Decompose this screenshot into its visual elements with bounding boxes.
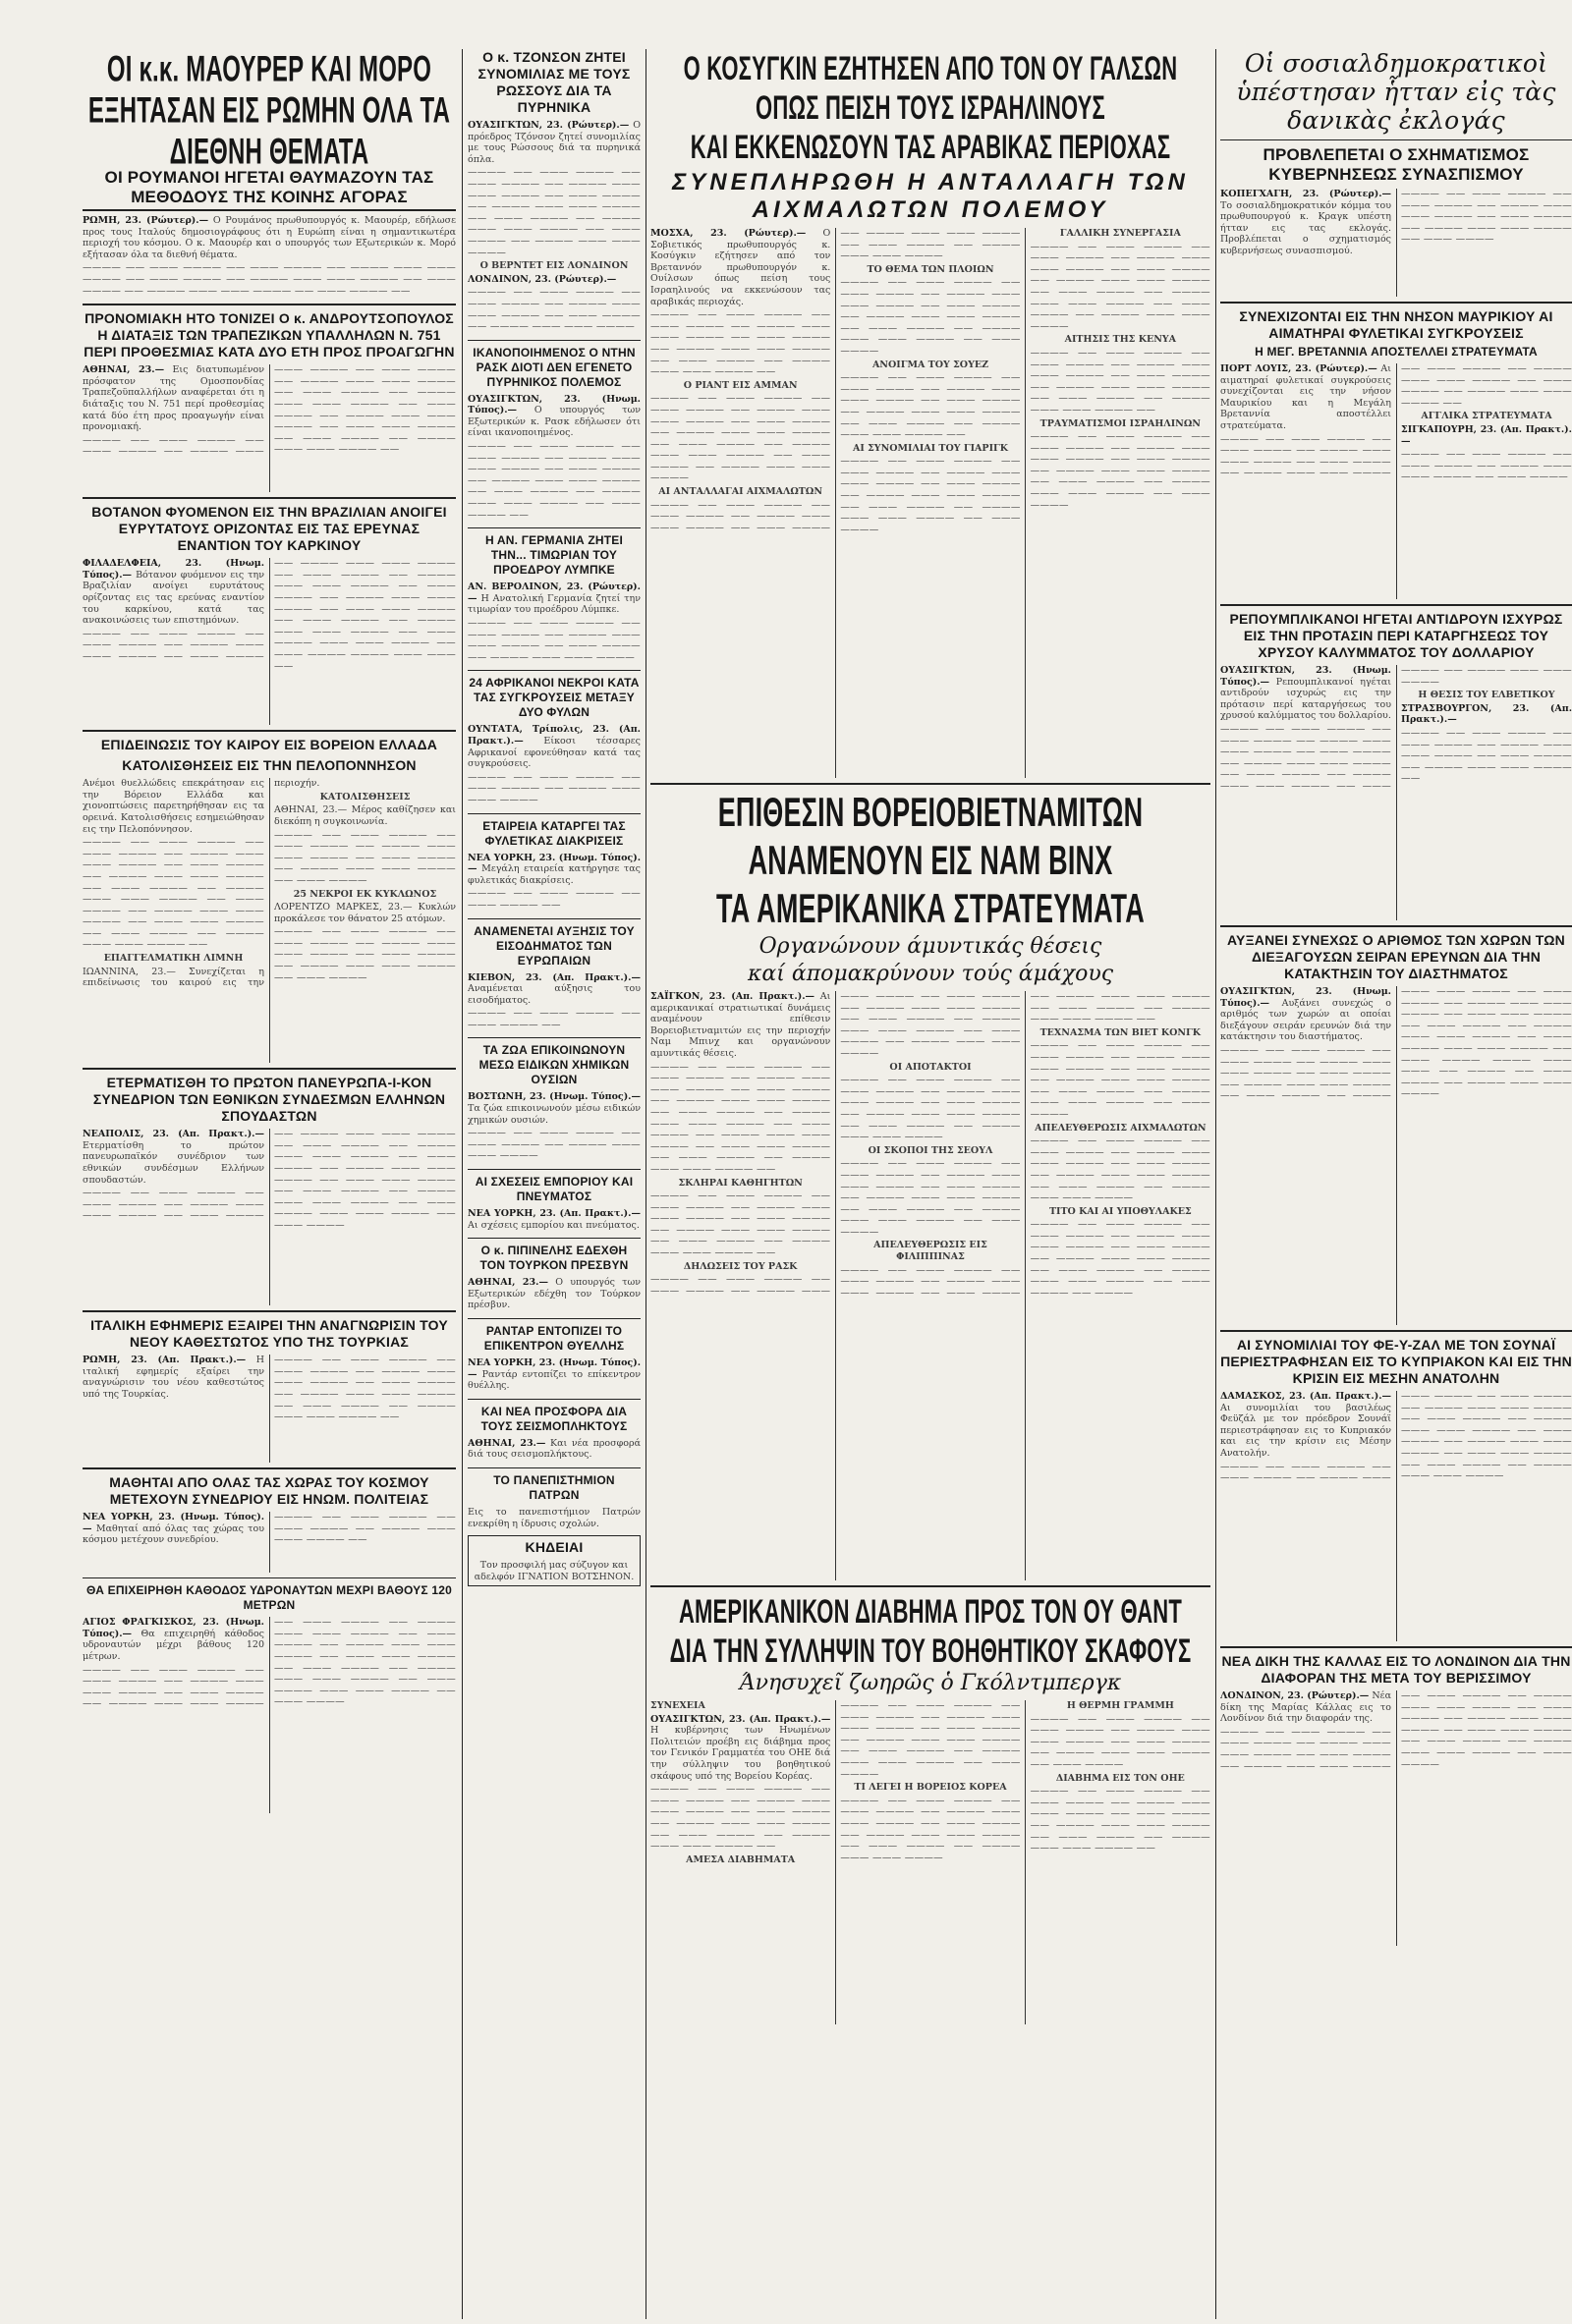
section-label: ΣΚΛΗΡΑΙ ΚΑΘΗΓΗΤΩΝ (678, 1177, 803, 1189)
headline: ΡΕΠΟΥΜΠΛΙΚΑΝΟΙ ΗΓΕΤΑΙ ΑΝΤΙΔΡΟΥΝ ΙΣΧΥΡΩΣ ΕΙΣ ΤΗΝ ΠΡΟΤΑΣΙΝ ΠΕΡΙ ΚΑΤΑΡΓΗΣΕΩΣ ΤΟΥ ΧΡΥΣΟΥ ΚΑΛΥΜΜΑΤΟΣ ΤΟΥ ΔΟΛΛΑΡΙΟΥ (1229, 611, 1563, 660)
article-body (468, 1208, 641, 1231)
article-callas (1220, 1653, 1572, 1946)
article-body: ΝΕΑ ΥΟΡΚΗ, 23. (Ηνωμ. Τύπος).— Μαθηταί από όλας τας χώρας του κόσμου μετέχουν συνεδρίου. ———— —— ——— ———— —— ——— ———— —— ———— ——— ——— ———— —— (83, 1512, 456, 1546)
dateline: ΔΑΜΑΣΚΟΣ, 23. (Απ. Πρακτ.).— (1220, 1391, 1391, 1402)
section-label: ΑΓΓΛΙΚΑ ΣΤΡΑΤΕΥΜΑΤΑ (1421, 411, 1552, 422)
headline-line-3: ΤΑ ΑΜΕΡΙΚΑΝΙΚΑ ΣΤΡΑΤΕΥΜΑΤΑ (716, 886, 1145, 932)
article-italian-newspaper (83, 1317, 456, 1463)
article-text: Το σοσιαλδημοκρατικόν κόμμα του πρωθυπουργού κ. Κραγκ υπέστη ήτταν εις τας εκλογάς. Προβλέπεται ο σχηματισμός κυβερνήσεως συνασπισμού. (1220, 199, 1391, 256)
right-column (1220, 49, 1572, 2319)
headline-line-2: ΑΝΑΜΕΝΟΥΝ ΕΙΣ ΝΑΜ ΒΙΝΧ (748, 838, 1113, 884)
dateline: ΟΥΑΣΙΓΚΤΩΝ, 23. (Ηνωμ. Τύπος).— (1220, 986, 1391, 1009)
article-text: Αι αμερικανικαί στρατιωτικαί δυνάμεις αναμένουν επίθεσιν Βορειοβιετναμιτών εις την περιοχήν Ναμ Μπινχ και οργανώνουν αμυντικάς θέσεις. (650, 991, 831, 1059)
article-body (468, 1357, 641, 1392)
article-body: ΟΥΑΣΙΓΚΤΩΝ, 23. (Ηνωμ. Τύπος).— Αυξάνει συνεχώς ο αριθμός των χωρών αι οποίαι διεξάγουν σειράν ερευνών διά την κατάκτησιν του διαστήματος. ———— —— ——— ———— —— ——— ———— —— ———— ——— ——— ———— —— ——— ———— —— ———— ——— ——— ———— —— ——— ———— —— ———— ——— ——— ———— —— ——— ———— —— ———— ——— ——— ———— —— ——— ——— ———— —— ——— ———— —— ———— ——— ——— ———— —— ——— ———— ——— ——— ———— —— ——— ———— ———— ——— ——— —— ———— —— ——— ———— —— ———— ——— ——— ———— (1220, 986, 1572, 1102)
section-label: ΑΙ ΣΥΝΟΜΙΛΙΑΙ ΤΟΥ ΓΙΑΡΙΓΚ (852, 442, 1009, 454)
section-label: ΑΙΤΗΣΙΣ ΤΗΣ ΚΕΝΥΑ (1064, 334, 1177, 346)
article-text: Θα επιχειρηθή κάθοδος υδροναυτών μέχρι βάθους 120 μέτρων. (83, 1628, 264, 1662)
dateline: ΣΙΓΚΑΠΟΥΡΗ, 23. (Απ. Πρακτ.).— (1401, 423, 1572, 447)
dateline: ΒΟΣΤΩΝΗ, 23. (Ηνωμ. Τύπος).— (468, 1091, 641, 1103)
subheadline-line-1: Οργανώνουν άμυντικάς θέσεις (758, 934, 1102, 959)
article-africans (468, 676, 641, 807)
subheadline: Η ΜΕΓ. ΒΡΕΤΑΝΝΙΑ ΑΠΟΣΤΕΛΛΕΙ ΣΤΡΑΤΕΥΜΑΤΑ (1255, 345, 1538, 359)
headline: ΣΥΝΕΧΙΖΟΝΤΑΙ ΕΙΣ ΤΗΝ ΝΗΣΟΝ ΜΑΥΡΙΚΙΟΥ ΑΙ ΑΙΜΑΤΗΡΑΙ ΦΥΛΕΤΙΚΑΙ ΣΥΓΚΡΟΥΣΕΙΣ (1239, 308, 1553, 341)
article-johnson-russians (468, 49, 641, 335)
section-label: ΟΙ ΑΠΟΤΑΚΤΟΙ (889, 1061, 972, 1073)
article-text: Είκοσι τέσσαρες Αφρικανοί εφονεύθησαν κατά τας συγκρούσεις. (468, 735, 641, 770)
article-text: Αι αιματηραί φυλετικαί συγκρούσεις συνεχίζονται εις την νήσον Μαυρικίου και η Μεγάλη Βρεταννία αποστέλλει στρατεύματα. (1220, 363, 1391, 431)
headline-line-1: ΑΜΕΡΙΚΑΝΙΚΟΝ ΔΙΑΒΗΜΑ ΠΡΟΣ ΤΟΝ ΟΥ ΘΑΝΤ (678, 1592, 1183, 1631)
article-body: ΝΕΑΠΟΛΙΣ, 23. (Απ. Πρακτ.).— Ετερματίσθη το πρώτον πανευρωπαϊκόν συνέδριον των εθνικών συνδέσμων Ελλήνων σπουδαστών. ———— —— ——— ———— —— ——— ———— —— ———— ——— ——— ———— —— ——— ———— —— ———— ——— ——— ———— —— ——— ———— —— ———— ——— ——— ———— —— ——— ———— —— ———— ——— ——— ———— —— ——— ——— ———— —— ——— ———— —— ———— ——— ——— ———— —— ——— ———— ——— ——— ———— —— ——— ———— (83, 1129, 456, 1231)
section-label: ΤΕΧΝΑΣΜΑ ΤΩΝ ΒΙΕΤ ΚΟΝΓΚ (1039, 1026, 1202, 1038)
article-text: Η ιταλική εφημερίς εξαίρει την αναγνώρισιν του νέου καθεστώτος υπό της Τουρκίας. (83, 1355, 264, 1400)
headline: ΙΤΑΛΙΚΗ ΕΦΗΜΕΡΙΣ ΕΞΑΙΡΕΙ ΤΗΝ ΑΝΑΓΝΩΡΙΣΙΝ ΤΟΥ ΝΕΟΥ ΚΑΘΕΣΤΩΤΟΣ ΥΠΟ ΤΗΣ ΤΟΥΡΚΙΑΣ (90, 1317, 448, 1351)
headline: ΘΑ ΕΠΙΧΕΙΡΗΘΗ ΚΑΘΟΔΟΣ ΥΔΡΟΝΑΥΤΩΝ ΜΕΧΡΙ ΒΑΘΟΥΣ 120 ΜΕΤΡΩΝ (86, 1583, 452, 1613)
headline-line-1: ΕΠΙΘΕΣΙΝ ΒΟΡΕΙΟΒΙΕΤΝΑΜΙΤΩΝ (717, 790, 1144, 836)
funeral-notice (468, 1535, 641, 1586)
filler-text: ———— —— ——— ———— —— ——— ———— —— ———— ——— ——— ———— —— ——— ———— —— ———— ——— ——— ———— —— ——— ———— —— ———— ——— ——— ———— —— ——— ———— —— (83, 262, 456, 297)
article-text: Εις διατυπωμένον πρόσφατον της Ομοσπονδίας Τραπεζοϋπαλλήλων αναφέρεται ότι η διάταξις του Ν. 751 περί προθεσμίας κατά δύο έτη προς προαγωγήν είναι προνομιακή. (83, 364, 265, 433)
dateline: ΟΥΑΣΙΓΚΤΩΝ, 23. (Ρώυτερ).— (468, 120, 630, 131)
article-income (468, 924, 641, 1033)
article-text: Μεγάλη εταιρεία κατήργησε τας φυλετικάς διακρίσεις. (468, 863, 641, 886)
article-text: Ανέμοι θυελλώδεις επεκράτησαν εις την Βόρειον Ελλάδα και χιονοπτώσεις παρετηρήθησαν εις τα ορεινά. Κατολισθήσεις εσημειώθησαν εις την Πελοπόννησον. (83, 778, 264, 835)
headline: ΑΝΑΜΕΝΕΤΑΙ ΑΥΞΗΣΙΣ ΤΟΥ ΕΙΣΟΔΗΜΑΤΟΣ ΤΩΝ ΕΥΡΩΠΑΙΩΝ (474, 923, 635, 968)
section-label: Η ΘΕΣΙΣ ΤΟΥ ΕΛΒΕΤΙΚΟΥ (1418, 690, 1555, 701)
article-brazil-herb (83, 504, 456, 725)
article-body: ΟΥΑΣΙΓΚΤΩΝ, 23. (Ηνωμ. Τύπος).— Ρεπουμπλικανοί ηγέται αντιδρούν ισχυρώς εις την πρότασιν περί καταργήσεως του χρυσού καλύμματος του δολλαρίου. ———— —— ——— ———— —— ——— ———— —— ———— ——— ——— ———— —— ——— ———— —— ———— ——— ——— ———— —— ——— ———— —— ———— ——— ——— ———— —— ——— ———— —— ———— ——— ——— ———— Η ΘΕΣΙΣ ΤΟΥ ΕΛΒΕΤΙΚΟΥ ΣΤΡΑΣΒΟΥΡΓΟΝ, 23. (Απ. Πρακτ.).— ———— —— ——— ———— —— ——— ———— —— ———— ——— ——— ———— —— ——— ———— —— ———— ——— ——— ———— —— (1220, 665, 1572, 792)
headline: ΤΟ ΠΑΝΕΠΙΣΤΗΜΙΟΝ ΠΑΤΡΩΝ (493, 1472, 615, 1502)
column-rule (1215, 49, 1216, 2319)
headline: Ο κ. ΤΖΟΝΣΟΝ ΖΗΤΕΙ ΣΥΝΟΜΙΛΙΑΣ ΜΕ ΤΟΥΣ ΡΩΣΣΟΥΣ ΔΙΑ ΤΑ ΠΥΡΗΝΙΚΑ (477, 49, 631, 115)
section-label: ΑΝΟΙΓΜΑ ΤΟΥ ΣΟΥΕΖ (871, 359, 989, 370)
section-label: Ο ΡΙΑΝΤ ΕΙΣ ΑΜΜΑΝ (683, 379, 798, 391)
article-body: ΦΙΛΑΔΕΛΦΕΙΑ, 23. (Ηνωμ. Τύπος).— Βότανον φυόμενον εις την Βραζιλίαν ανοίγει ευρυτάτους ορίζοντας εις τας ερεύνας εναντίον του καρκίνου, κατά τας ανακοινώσεις των επιστημόνων. ———— —— ——— ———— —— ——— ———— —— ———— ——— ——— ———— —— ——— ———— —— ———— ——— ——— ———— —— ——— ———— —— ———— ——— ——— ———— —— ——— ———— —— ———— ——— ——— ———— —— ——— ——— ———— —— ——— ———— —— ———— ——— ——— ———— —— ——— ———— ——— ——— ———— —— ——— ———— ———— ——— ——— —— (83, 558, 456, 672)
article-body: ΟΥΑΣΙΓΚΤΩΝ, 23. (Ρώυτερ).— Ο πρόεδρος Τζόνσον ζητεί συνομιλίας με τους Ρώσσους διά τα πυρηνικά όπλα. ———— —— ——— ———— —— ——— ———— —— ———— ——— ——— ———— —— ——— ———— —— ———— ——— ——— ———— —— ——— ———— —— ———— ——— ——— ———— —— ——— ———— —— ———— ——— ——— ———— Ο ΒΕΡΝΤΕΤ ΕΙΣ ΛΟΝΔΙΝΟΝ ΛΟΝΔΙΝΟΝ, 23. (Ρώυτερ).— ———— —— ——— ———— —— ——— ———— —— ———— ——— ——— ———— —— ——— ———— —— ———— ——— ——— ———— (468, 120, 641, 333)
article-text: Εις το πανεπιστήμιον Πατρών ενεκρίθη η ίδρυσις σχολών. (468, 1506, 641, 1529)
article-text: Ο Σοβιετικός πρωθυπουργός κ. Κοσύγκιν εζήτησεν από τον Βρεταννόν πρωθυπουργόν κ. Ουίλσων όπως πείση τους Ισραηλινούς να εκκενώσουν τας αραβικάς περιοχάς. (650, 228, 831, 307)
article-animals (468, 1043, 641, 1164)
article-dollar-gold (1220, 611, 1572, 920)
headline: ΑΥΞΑΝΕΙ ΣΥΝΕΧΩΣ Ο ΑΡΙΘΜΟΣ ΤΩΝ ΧΩΡΩΝ ΤΩΝ ΔΙΕΞΑΓΟΥΣΩΝ ΣΕΙΡΑΝ ΕΡΕΥΝΩΝ ΔΙΑ ΤΗΝ ΚΑΤΑΚΤΗΣΙΝ ΤΟΥ ΔΙΑΣΤΗΜΑΤΟΣ (1227, 932, 1565, 981)
article-text: Ο υπουργός των Εξωτερικών κ. Ρασκ εδήλωσεν ότι είναι ικανοποιημένος. (468, 405, 641, 439)
column-rule (462, 49, 463, 2319)
article-text: ΑΘΗΝΑΙ, 23.— Μέρος καθίζησεν και διεκόπη η συγκοινωνία. (274, 804, 456, 827)
dateline: ΛΟΝΔΙΝΟΝ, 23. (Ρώυτερ).— (468, 273, 617, 285)
article-body: ΔΑΜΑΣΚΟΣ, 23. (Απ. Πρακτ.).— Αι συνομιλίαι του βασιλέως Φεϋζάλ με τον πρόεδρον Σουνάϊ περιεστράφησαν εις το Κυπριακόν και εις την κρίσιν εις Μέσην Ανατολήν. ———— —— ——— ———— —— ——— ———— —— ———— ——— ——— ———— —— ——— ———— —— ———— ——— ——— ———— —— ——— ———— —— ———— ——— ——— ———— —— ——— ———— —— ———— ——— ——— ———— —— ——— ——— ———— —— ——— ———— —— ———— ——— ——— ———— (1220, 1391, 1572, 1484)
article-text: Ο πρόεδρος Τζόνσον ζητεί συνομιλίας με τους Ρώσσους διά τα πυρηνικά όπλα. (468, 120, 641, 165)
headline: Ο κ. ΠΙΠΙΝΕΛΗΣ ΕΔΕΧΘΗ ΤΟΝ ΤΟΥΡΚΟΝ ΠΡΕΣΒΥΝ (479, 1244, 629, 1273)
column-1 (83, 49, 456, 2319)
article-body (83, 215, 456, 297)
section-label: ΤΙΤΟ ΚΑΙ ΑΙ ΥΠΟΘΥΛΑΚΕΣ (1048, 1205, 1192, 1217)
dateline: ΚΙΕΒΟΝ, 23. (Απ. Πρακτ.).— (468, 971, 641, 983)
subheadline: ΣΥΝΕΠΛΗΡΩΘΗ Η ΑΝΤΑΛΛΑΓΗ ΤΩΝ ΑΙΧΜΑΛΩΤΩΝ ΠΟΛΕΜΟΥ (672, 169, 1189, 223)
subheadline-line-2: καί άπομακρύνουν τούς άμάχους (747, 962, 1114, 986)
article-world-students (83, 1474, 456, 1573)
article-body: ΣΥΝΕΧΕΙΑ ΟΥΑΣΙΓΚΤΩΝ, 23. (Απ. Πρακτ.).— Η κυβέρνησις των Ηνωμένων Πολιτειών προέβη εις διάβημα προς τον Γενικόν Γραμματέα του ΟΗΕ διά την σύλληψιν του βοηθητικού σκάφους υπό της Βορείου Κορέας. ———— —— ——— ———— —— ——— ———— —— ———— ——— ——— ———— —— ——— ———— —— ———— ——— ——— ———— —— ——— ———— —— ———— ——— ——— ———— —— ΑΜΕΣΑ ΔΙΑΒΗΜΑΤΑ ———— —— ——— ———— —— ——— ———— —— ———— ——— ——— ———— —— ——— ———— —— ———— ——— ——— ———— —— ——— ———— —— ———— ——— ——— ———— —— ——— ———— ΤΙ ΛΕΓΕΙ Η ΒΟΡΕΙΟΣ ΚΟΡΕΑ ———— —— ——— ———— —— ——— ———— —— ———— ——— ——— ———— —— ——— ———— —— ———— ——— ——— ———— —— ——— ———— —— ———— ——— ——— ———— Η ΘΕΡΜΗ ΓΡΑΜΜΗ ———— —— ——— ———— —— ——— ———— —— ———— ——— ——— ———— —— ——— ———— —— ———— ——— ——— ———— —— ——— ———— ΔΙΑΒΗΜΑ ΕΙΣ ΤΟΝ ΟΗΕ ———— —— ——— ———— —— ——— ———— —— ———— ——— ——— ———— —— ——— ———— —— ———— ——— ——— ———— —— ——— ———— —— ———— ——— ——— ———— —— (650, 1700, 1210, 1865)
headline: ΟΙ κ.κ. ΜΑΟΥΡΕΡ ΚΑΙ ΜΟΡΟ ΕΞΗΤΑΣΑΝ ΕΙΣ ΡΩΜΗΝ ΟΛΑ ΤΑ ΔΙΕΘΝΗ ΘΕΜΑΤΑ (87, 49, 451, 173)
section-label: ΚΑΤΟΛΙΣΘΗΣΕΙΣ (319, 791, 411, 802)
article-body: ΑΝ. ΒΕΡΟΛΙΝΟΝ, 23. (Ρώυτερ).— Η Ανατολική Γερμανία ζητεί την τιμωρίαν του προέδρου Λύμπκε. ———— —— ——— ———— —— ——— ———— —— ———— ——— ——— ———— —— ——— ———— —— ———— ——— ——— ———— (468, 581, 641, 663)
article-us-ship (650, 1592, 1210, 2024)
article-text: Και νέα προσφορά διά τους σεισμοπλήκτους. (468, 1437, 641, 1461)
section-label: ΟΙ ΣΚΟΠΟΙ ΤΗΣ ΣΕΟΥΛ (868, 1144, 993, 1156)
article-text: Αναμένεται αύξησις του εισοδήματος. (468, 983, 641, 1006)
article-maurer-moro (83, 49, 456, 299)
article-text: Αυξάνει συνεχώς ο αριθμός των χωρών αι οποίαι διεξάγουν σειράν ερευνών διά την κατάκτησιν του διαστήματος. (1220, 997, 1391, 1043)
article-danish-elections (1220, 49, 1572, 297)
section-label: ΕΠΑΓΓΕΛΜΑΤΙΚΗ ΛΙΜΝΗ (103, 953, 244, 965)
article-space-research (1220, 932, 1572, 1325)
article-body: ΡΩΜΗ, 23. (Απ. Πρακτ.).— Η ιταλική εφημερίς εξαίρει την αναγνώρισιν του νέου καθεστώτος υπό της Τουρκίας. ———— —— ——— ———— —— ——— ———— —— ———— ——— ——— ———— —— ——— ———— —— ———— ——— ——— ———— —— ——— ———— —— ———— ——— ——— ———— —— (83, 1355, 456, 1423)
section-label: ΔΗΛΩΣΕΙΣ ΤΟΥ ΡΑΣΚ (683, 1260, 798, 1272)
article-bank-employees (83, 310, 456, 492)
article-weather (83, 737, 456, 1063)
article-radar (468, 1324, 641, 1394)
dateline: ΝΕΑ ΥΟΡΚΗ, 23. (Ηνωμ. Τύπος).— (468, 1357, 641, 1380)
section-label: ΤΙ ΛΕΓΕΙ Η ΒΟΡΕΙΟΣ ΚΟΡΕΑ (854, 1782, 1007, 1794)
headline: ΜΑΘΗΤΑΙ ΑΠΟ ΟΛΑΣ ΤΑΣ ΧΩΡΑΣ ΤΟΥ ΚΟΣΜΟΥ ΜΕΤΕΧΟΥΝ ΣΥΝΕΔΡΙΟΥ ΕΙΣ ΗΝΩΜ. ΠΟΛΙΤΕΙΑΣ (109, 1474, 429, 1508)
headline: 24 ΑΦΡΙΚΑΝΟΙ ΝΕΚΡΟΙ ΚΑΤΑ ΤΑΣ ΣΥΓΚΡΟΥΣΕΙΣ ΜΕΤΑΞΥ ΔΥΟ ΦΥΛΩΝ (469, 676, 640, 720)
article-body (468, 1507, 641, 1529)
article-body: ΚΟΠΕΓΧΑΓΗ, 23. (Ρώυτερ).— Το σοσιαλδημοκρατικόν κόμμα του πρωθυπουργού κ. Κραγκ υπέστη ήτταν εις τας εκλογάς. Προβλέπεται ο σχηματισμός κυβερνήσεως συνασπισμού. ———— —— ——— ———— —— ——— ———— —— ———— ——— ——— ———— —— ——— ———— —— ———— ——— ——— ———— —— ——— ———— (1220, 189, 1572, 256)
dateline: ΚΟΠΕΓΧΑΓΗ, 23. (Ρώυτερ).— (1220, 189, 1391, 199)
headline: ΕΤΕΡΜΑΤΙΣΘΗ ΤΟ ΠΡΩΤΟΝ ΠΑΝΕΥΡΩΠΑ-Ι-ΚΟΝ ΣΥΝΕΔΡΙΟΝ ΤΩΝ ΕΘΝΙΚΩΝ ΣΥΝΔΕΣΜΩΝ ΕΛΛΗΝΩΝ ΣΠΟΥΔΑΣΤΩΝ (92, 1075, 446, 1125)
subheadline: ΟΙ ΡΟΥΜΑΝΟΙ ΗΓΕΤΑΙ ΘΑΥΜΑΖΟΥΝ ΤΑΣ ΜΕΘΟΔΟΥΣ ΤΗΣ ΚΟΙΝΗΣ ΑΓΟΡΑΣ (83, 168, 456, 211)
article-body: ΣΑΪΓΚΟΝ, 23. (Απ. Πρακτ.).— Αι αμερικανικαί στρατιωτικαί δυνάμεις αναμένουν επίθεσιν Βορειοβιετναμιτών εις την περιοχήν Ναμ Μπινχ και οργανώνουν αμυντικάς θέσεις. ———— —— ——— ———— —— ——— ———— —— ———— ——— ——— ———— —— ——— ———— —— ———— ——— ——— ———— —— ——— ———— —— ———— ——— ——— ———— —— ——— ———— —— ———— ——— ——— ———— —— ——— ——— ———— —— ——— ———— —— ———— ——— ——— ———— —— ΣΚΛΗΡΑΙ ΚΑΘΗΓΗΤΩΝ ———— —— ——— ———— —— ——— ———— —— ———— ——— ——— ———— —— ——— ———— —— ———— ——— ——— ———— —— ——— ———— —— ———— ——— ——— ———— —— ΔΗΛΩΣΕΙΣ ΤΟΥ ΡΑΣΚ ———— —— ——— ———— —— ——— ———— —— ———— ——— ——— ———— —— ——— ———— —— ———— ——— ——— ———— —— ——— ———— —— ———— ——— ——— ———— —— ——— ———— —— ———— ——— ——— ———— ΟΙ ΑΠΟΤΑΚΤΟΙ ———— —— ——— ———— —— ——— ———— —— ———— ——— ——— ———— —— ——— ———— —— ———— ——— ——— ———— —— ——— ———— —— ———— ——— ——— ———— ΟΙ ΣΚΟΠΟΙ ΤΗΣ ΣΕΟΥΛ ———— —— ——— ———— —— ——— ———— —— ———— ——— ——— ———— —— ——— ———— —— ———— ——— ——— ———— —— ——— ———— —— ———— ——— ——— ———— —— ——— ———— ΑΠΕΛΕΥΘΕΡΩΣΙΣ ΕΙΣ ΦΙΛΙΠΠΙΝΑΣ ———— —— ——— ———— —— ——— ———— —— ———— ——— ——— ———— —— ——— ———— —— ———— ——— ——— ———— —— ——— ———— —— ———— ——— ——— ———— —— ΤΕΧΝΑΣΜΑ ΤΩΝ ΒΙΕΤ ΚΟΝΓΚ ———— —— ——— ———— —— ——— ———— —— ———— ——— ——— ———— —— ——— ———— —— ———— ——— ——— ———— —— ——— ———— —— ———— ——— ——— ———— —— ——— ———— ΑΠΕΛΕΥΘΕΡΩΣΙΣ ΑΙΧΜΑΛΩΤΩΝ ———— —— ——— ———— —— ——— ———— —— ———— ——— ——— ———— —— ——— ———— —— ———— ——— ——— ———— —— ——— ———— —— ———— ——— ——— ———— ΤΙΤΟ ΚΑΙ ΑΙ ΥΠΟΘΥΛΑΚΕΣ ———— —— ——— ———— —— ——— ———— —— ———— ——— ——— ———— —— ——— ———— —— ———— ——— ——— ———— —— ——— ———— —— ———— ——— ——— ———— —— ——— ———— —— ———— (650, 991, 1210, 1299)
article-text: ΙΩΑΝΝΙΝΑ, 23.— Συνεχίζεται η επιδείνωσις του καιρού εις την περιοχήν. (83, 778, 320, 989)
article-body (468, 1277, 641, 1311)
headline-line-2: ΟΠΩΣ ΠΕΙΣΗ ΤΟΥΣ ΙΣΡΑΗΛΙΝΟΥΣ (756, 88, 1105, 127)
headline: ΠΡΟΝΟΜΙΑΚΗ ΗΤΟ ΤΟΝΙΖΕΙ Ο κ. ΑΝΔΡΟΥΤΣΟΠΟΥΛΟΣ Η ΔΙΑΤΑΞΙΣ ΤΩΝ ΤΡΑΠΕΖΙΚΩΝ ΥΠΑΛΛΗΛΩΝ Ν. 751 ΠΕΡΙ ΠΡΟΘΕΣΜΙΑΣ ΚΑΤΑ ΔΥΟ ΕΤΗ ΠΡΟΣ ΠΡΟΑΓΩΓΗΝ (84, 310, 455, 360)
subheadline: ΚΑΤΟΛΙΣΘΗΣΕΙΣ ΕΙΣ ΤΗΝ ΠΕΛΟΠΟΝΝΗΣΟΝ (122, 757, 417, 774)
section-label: ΤΟ ΘΕΜΑ ΤΩΝ ΠΛΟΙΩΝ (867, 263, 994, 275)
article-text: Αι συνομιλίαι του βασιλέως Φεϋζάλ με τον πρόεδρον Σουνάϊ περιεστράφησαν εις το Κυπριακόν και εις την κρίσιν εις Μέσην Ανατολήν. (1220, 1402, 1391, 1459)
article-text: Αι σχέσεις εμπορίου και πνεύματος. (468, 1219, 640, 1231)
article-body: ΟΥΑΣΙΓΚΤΩΝ, 23. (Ηνωμ. Τύπος).— Ο υπουργός των Εξωτερικών κ. Ρασκ εδήλωσεν ότι είναι ικανοποιημένος. ———— —— ——— ———— —— ——— ———— —— ———— ——— ——— ———— —— ——— ———— —— ———— ——— ——— ———— —— ——— ———— —— ———— ——— ——— ———— —— ——— ———— —— (468, 393, 641, 521)
headline: ΡΑΝΤΑΡ ΕΝΤΟΠΙΖΕΙ ΤΟ ΕΠΙΚΕΝΤΡΟΝ ΘΥΕΛΛΗΣ (483, 1324, 625, 1353)
dateline: ΝΕΑΠΟΛΙΣ, 23. (Απ. Πρακτ.).— (83, 1129, 264, 1140)
article-kosygin (650, 49, 1210, 778)
article-earthquake-aid (468, 1405, 641, 1463)
article-body: ΒΟΣΤΩΝΗ, 23. (Ηνωμ. Τύπος).— Τα ζώα επικοινωνούν μέσω ειδικών χημικών ουσιών. ———— —— ——— ———— —— ——— ———— —— ———— ——— ——— ———— (468, 1091, 641, 1162)
column-2 (468, 49, 641, 2319)
headline: ΙΚΑΝΟΠΟΙΗΜΕΝΟΣ Ο ΝΤΗΝ ΡΑΣΚ ΔΙΟΤΙ ΔΕΝ ΕΓΕΝΕΤΟ ΠΥΡΗΝΙΚΟΣ ΠΟΛΕΜΟΣ (473, 345, 636, 389)
article-students-congress (83, 1075, 456, 1305)
article-body (468, 1438, 641, 1461)
dateline: ΑΘΗΝΑΙ, 23.— (468, 1437, 546, 1449)
center-section (650, 49, 1210, 2319)
article-body: ΑΓΙΟΣ ΦΡΑΓΚΙΣΚΟΣ, 23. (Ηνωμ. Τύπος).— Θα επιχειρηθή κάθοδος υδροναυτών μέχρι βάθους 120 μέτρων. ———— —— ——— ———— —— ——— ———— —— ———— ——— ——— ———— —— ——— ———— —— ———— ——— ——— ———— —— ——— ———— —— ———— ——— ——— ———— —— ——— ———— —— ———— ——— ——— ———— —— ——— ——— ———— —— ——— ———— —— ———— ——— ——— ———— —— ——— ———— ——— ——— ———— —— ——— ———— (83, 1617, 456, 1710)
article-text: Η Ανατολική Γερμανία ζητεί την τιμωρίαν του προέδρου Λύμπκε. (468, 592, 641, 616)
article-text: ΛΟΡΕΝΤΖΟ ΜΑΡΚΕΣ, 23.— Κυκλών προκάλεσε τον θάνατον 25 ατόμων. (274, 902, 456, 924)
section-label: ΓΑΛΛΙΚΗ ΣΥΝΕΡΓΑΣΙΑ (1059, 228, 1181, 239)
dateline: ΑΓΙΟΣ ΦΡΑΓΚΙΣΚΟΣ, 23. (Ηνωμ. Τύπος).— (83, 1617, 264, 1639)
dateline: ΦΙΛΑΔΕΛΦΕΙΑ, 23. (Ηνωμ. Τύπος).— (83, 558, 264, 581)
article-rusk (468, 346, 641, 524)
article-body: Ανέμοι θυελλώδεις επεκράτησαν εις την Βόρειον Ελλάδα και χιονοπτώσεις παρετηρήθησαν εις τα ορεινά. Κατολισθήσεις εσημειώθησαν εις την Πελοπόννησον. ———— —— ——— ———— —— ——— ———— —— ———— ——— ——— ———— —— ——— ———— —— ———— ——— ——— ———— —— ——— ———— —— ———— ——— ——— ———— —— ——— ———— —— ———— ——— ——— ———— —— ——— ——— ———— —— ——— ———— —— ———— ——— ——— ———— —— ΕΠΑΓΓΕΛΜΑΤΙΚΗ ΛΙΜΝΗ ΙΩΑΝΝΙΝΑ, 23.— Συνεχίζεται η επιδείνωσις του καιρού εις την περιοχήν. ΚΑΤΟΛΙΣΘΗΣΕΙΣ ΑΘΗΝΑΙ, 23.— Μέρος καθίζησεν και διεκόπη η συγκοινωνία. ———— —— ——— ———— —— ——— ———— —— ———— ——— ——— ———— —— ——— ———— —— ———— ——— ——— ———— —— ——— ———— 25 ΝΕΚΡΟΙ ΕΚ ΚΥΚΛΩΝΟΣ ΛΟΡΕΝΤΖΟ ΜΑΡΚΕΣ, 23.— Κυκλών προκάλεσε τον θάνατον 25 ατόμων. ———— —— ——— ———— —— ——— ———— —— ———— ——— ——— ———— —— ——— ———— —— ———— ——— ——— ———— —— ——— ———— (83, 778, 456, 989)
dateline: ΝΕΑ ΥΟΡΚΗ, 23. (Ηνωμ. Τύπος).— (83, 1512, 264, 1534)
section-label: ΤΡΑΥΜΑΤΙΣΜΟΙ ΙΣΡΑΗΛΙΝΩΝ (1039, 417, 1201, 429)
article-text: Ο Ρουμάνος πρωθυπουργός κ. Μαουρέρ, εδήλωσε προς τους Ιταλούς δημοσιογράφους ότι η Ευρώπη είναι η σημαντικωτέρα περιοχή του κόσμου. Ο κ. Μαουρέρ και ο υπουργός των Εξωτερικών κ. Μορό εξήτασαν όλα τα διεθνή θέματα. (83, 215, 456, 260)
headline: ΕΠΙΔΕΙΝΩΣΙΣ ΤΟΥ ΚΑΙΡΟΥ ΕΙΣ ΒΟΡΕΙΟΝ ΕΛΛΑΔΑ (100, 737, 438, 753)
article-body: ΛΟΝΔΙΝΟΝ, 23. (Ρώυτερ).— Νέα δίκη της Μαρίας Κάλλας εις το Λονδίνον διά την διαφοράν της. ———— —— ——— ———— —— ——— ———— —— ———— ——— ——— ———— —— ——— ———— —— ———— ——— ——— ———— —— ——— ———— —— ———— ——— ——— ———— —— ——— ———— —— ———— ——— ——— ———— —— ——— ——— ———— —— ——— ———— —— ———— ——— ——— ———— —— ——— ———— (1220, 1690, 1572, 1772)
dateline: ΟΥΑΣΙΓΚΤΩΝ, 23. (Απ. Πρακτ.).— (650, 1713, 831, 1725)
subheadline: ΠΡΟΒΛΕΠΕΤΑΙ Ο ΣΧΗΜΑΤΙΣΜΟΣ ΚΥΒΕΡΝΗΣΕΩΣ ΣΥΝΑΣΠΙΣΜΟΥ (1263, 145, 1530, 184)
dateline: ΣΤΡΑΣΒΟΥΡΓΟΝ, 23. (Απ. Πρακτ.).— (1401, 702, 1572, 726)
dateline: ΛΟΝΔΙΝΟΝ, 23. (Ρώυτερ).— (1220, 1690, 1370, 1701)
dateline: ΟΥΑΣΙΓΚΤΩΝ, 23. (Ηνωμ. Τύπος).— (468, 393, 641, 416)
dateline: ΟΥΝΤΑΤΑ, Τρίπολις, 23. (Απ. Πρακτ.).— (468, 724, 641, 747)
headline-line-3: ΚΑΙ ΕΚΚΕΝΩΣΟΥΝ ΤΑΣ ΑΡΑΒΙΚΑΣ ΠΕΡΙΟΧΑΣ (690, 128, 1171, 166)
article-body: ΚΙΕΒΟΝ, 23. (Απ. Πρακτ.).— Αναμένεται αύξησις του εισοδήματος. ———— —— ——— ———— —— ——— ———— —— (468, 971, 641, 1030)
headline-line-1: Ο ΚΟΣΥΓΚΙΝ ΕΖΗΤΗΣΕΝ ΑΠΟ ΤΟΝ ΟΥ ΓΑΛΣΩΝ (683, 49, 1178, 87)
dateline: ΝΕΑ ΥΟΡΚΗ, 23. (Απ. Πρακτ.).— (468, 1208, 641, 1220)
headline: ΤΑ ΖΩΑ ΕΠΙΚΟΙΝΩΝΟΥΝ ΜΕΣΩ ΕΙΔΙΚΩΝ ΧΗΜΙΚΩΝ ΟΥΣΙΩΝ (478, 1043, 630, 1087)
article-trade (468, 1175, 641, 1233)
dateline: ΠΟΡΤ ΛΟΥΙΣ, 23. (Ρώυτερ).— (1220, 363, 1377, 374)
section-label: ΑΙ ΑΝΤΑΛΛΑΓΑΙ ΑΙΧΜΑΛΩΤΩΝ (658, 486, 823, 498)
article-text: Νέα δίκη της Μαρίας Κάλλας εις το Λονδίνον διά την διαφοράν της. (1220, 1690, 1391, 1725)
article-text: Ο υπουργός των Εξωτερικών εδέχθη τον Τούρκον πρέσβυν. (468, 1277, 641, 1311)
article-body: ΟΥΝΤΑΤΑ, Τρίπολις, 23. (Απ. Πρακτ.).— Είκοσι τέσσαρες Αφρικανοί εφονεύθησαν κατά τας συγκρούσεις. ———— —— ——— ———— —— ——— ———— —— ———— ——— ——— ———— (468, 724, 641, 805)
article-company (468, 819, 641, 913)
article-vietnam (650, 790, 1210, 1580)
article-text: Ραντάρ εντοπίζει το επίκεντρον θυέλλης. (468, 1368, 641, 1392)
headline: ΚΑΙ ΝΕΑ ΠΡΟΣΦΟΡΑ ΔΙΑ ΤΟΥΣ ΣΕΙΣΜΟΠΛΗΚΤΟΥΣ (480, 1404, 628, 1433)
article-aquanauts (83, 1583, 456, 1813)
article-feisal-sunay (1220, 1337, 1572, 1641)
notice-text: Τον προσφιλή μας σύζυγον και αδελφόν ΙΓΝΑΤΙΟΝ ΒΟΤΣΗΝΟΝ. (474, 1560, 635, 1582)
article-text: Μαθηταί από όλας τας χώρας του κόσμου μετέχουν συνεδρίου. (83, 1522, 264, 1546)
article-text: Η κυβέρνησις των Ηνωμένων Πολιτειών προέβη εις διάβημα προς τον Γενικόν Γραμματέα του ΟΗΕ διά την σύλληψιν του βοηθητικού σκάφους υπό της Βορείου Κορέας. (650, 1725, 831, 1782)
section-label: ΣΥΝΕΧΕΙΑ (650, 1700, 705, 1711)
headline: ΚΗΔΕΙΑΙ (525, 1539, 584, 1556)
headline: ΕΤΑΙΡΕΙΑ ΚΑΤΑΡΓΕΙ ΤΑΣ ΦΥΛΕΤΙΚΑΣ ΔΙΑΚΡΙΣΕΙΣ (482, 818, 626, 848)
headline-line-2: ΔΙΑ ΤΗΝ ΣΥΛΛΗΨΙΝ ΤΟΥ ΒΟΗΘΗΤΙΚΟΥ ΣΚΑΦΟΥΣ (669, 1632, 1192, 1670)
article-body: ΑΘΗΝΑΙ, 23.— Εις διατυπωμένον πρόσφατον της Ομοσπονδίας Τραπεζοϋπαλλήλων αναφέρεται ότι η διάταξις του Ν. 751 περί προθεσμίας κατά δύο έτη προς προαγωγήν είναι προνομιακή. ———— —— ——— ———— —— ——— ———— —— ———— ——— ——— ———— —— ——— ———— —— ———— ——— ——— ———— —— ——— ———— —— ———— ——— ——— ———— —— ——— ———— —— ———— ——— ——— ———— —— ——— ——— ———— —— ——— ———— —— ———— ——— ——— ———— —— (83, 364, 456, 458)
article-east-germany (468, 533, 641, 665)
article-body: ΝΕΑ ΥΟΡΚΗ, 23. (Ηνωμ. Τύπος).— Μεγάλη εταιρεία κατήργησε τας φυλετικάς διακρίσεις. ———— —— ——— ———— —— ——— ———— —— (468, 852, 641, 911)
dateline: ΜΟΣΧΑ, 23. (Ρώυτερ).— (650, 228, 807, 239)
dateline: ΡΩΜΗ, 23. (Ρώυτερ).— (83, 215, 209, 226)
dateline: ΑΘΗΝΑΙ, 23.— (468, 1277, 548, 1289)
headline: Η ΑΝ. ΓΕΡΜΑΝΙΑ ΖΗΤΕΙ ΤΗΝ... ΤΙΜΩΡΙΑΝ ΤΟΥ ΠΡΟΕΔΡΟΥ ΛΥΜΠΚΕ (484, 533, 624, 578)
dateline: ΑΝ. ΒΕΡΟΛΙΝΟΝ, 23. (Ρώυτερ).— (468, 581, 641, 604)
dateline: ΝΕΑ ΥΟΡΚΗ, 23. (Ηνωμ. Τύπος).— (468, 852, 641, 875)
subheadline: Άνησυχεῖ ζωηρῶς ὁ Γκόλντμπεργκ (739, 1671, 1122, 1695)
section-label: ΑΠΕΛΕΥΘΕΡΩΣΙΣ ΕΙΣ ΦΙΛΙΠΠΙΝΑΣ (873, 1240, 987, 1263)
article-text: Ετερματίσθη το πρώτον πανευρωπαϊκόν συνέδριον των εθνικών συνδέσμων Ελλήνων σπουδαστών. (83, 1139, 264, 1186)
dateline: ΟΥΑΣΙΓΚΤΩΝ, 23. (Ηνωμ. Τύπος).— (1220, 665, 1391, 688)
section-label: Η ΘΕΡΜΗ ΓΡΑΜΜΗ (1066, 1700, 1174, 1711)
section-label: 25 ΝΕΚΡΟΙ ΕΚ ΚΥΚΛΩΝΟΣ (293, 888, 437, 900)
headline: ΝΕΑ ΔΙΚΗ ΤΗΣ ΚΑΛΛΑΣ ΕΙΣ ΤΟ ΛΟΝΔΙΝΟΝ ΔΙΑ ΤΗΝ ΔΙΑΦΟΡΑΝ ΤΗΣ ΜΕΤΑ ΤΟΥ ΒΕΡΙΣΣΙΜΟΥ (1221, 1653, 1571, 1686)
article-body: ΠΟΡΤ ΛΟΥΙΣ, 23. (Ρώυτερ).— Αι αιματηραί φυλετικαί συγκρούσεις συνεχίζονται εις την νήσον Μαυρικίου και η Μεγάλη Βρεταννία αποστέλλει στρατεύματα. ———— —— ——— ———— —— ——— ———— —— ———— ——— ——— ———— —— ——— ———— —— ———— ——— ——— ———— —— ——— ———— —— ———— ——— ——— ———— —— ——— ———— —— ———— ——— ——— ———— —— ΑΓΓΛΙΚΑ ΣΤΡΑΤΕΥΜΑΤΑ ΣΙΓΚΑΠΟΥΡΗ, 23. (Απ. Πρακτ.).— ———— —— ——— ———— —— ——— ———— —— ———— ——— ——— ———— —— ——— ———— (1220, 363, 1572, 483)
dateline: ΣΑΪΓΚΟΝ, 23. (Απ. Πρακτ.).— (650, 991, 815, 1002)
article-body: ΜΟΣΧΑ, 23. (Ρώυτερ).— Ο Σοβιετικός πρωθυπουργός κ. Κοσύγκιν εζήτησεν από τον Βρεταννόν πρωθυπουργόν κ. Ουίλσων όπως πείση τους Ισραηλινούς να εκκενώσουν τας αραβικάς περιοχάς. ———— —— ——— ———— —— ——— ———— —— ———— ——— ——— ———— —— ——— ———— —— ———— ——— ——— ———— —— ——— ———— —— ———— ——— ——— ———— —— Ο ΡΙΑΝΤ ΕΙΣ ΑΜΜΑΝ ———— —— ——— ———— —— ——— ———— —— ———— ——— ——— ———— —— ——— ———— —— ———— ——— ——— ———— —— ——— ———— —— ———— ——— ——— ———— —— ——— ———— —— ———— ——— ——— ———— ΑΙ ΑΝΤΑΛΛΑΓΑΙ ΑΙΧΜΑΛΩΤΩΝ ———— —— ——— ———— —— ——— ———— —— ———— ——— ——— ———— —— ——— ———— —— ———— ——— ——— ———— —— ——— ———— —— ———— ——— ——— ———— ΤΟ ΘΕΜΑ ΤΩΝ ΠΛΟΙΩΝ ———— —— ——— ———— —— ——— ———— —— ———— ——— ——— ———— —— ——— ———— —— ———— ——— ——— ———— —— ——— ———— —— ———— ——— ——— ———— —— ——— ———— ΑΝΟΙΓΜΑ ΤΟΥ ΣΟΥΕΖ ———— —— ——— ———— —— ——— ———— —— ———— ——— ——— ———— —— ——— ———— —— ———— ——— ——— ———— —— ——— ———— —— ———— ——— ——— ———— —— ΑΙ ΣΥΝΟΜΙΛΙΑΙ ΤΟΥ ΓΙΑΡΙΓΚ ———— —— ——— ———— —— ——— ———— —— ———— ——— ——— ———— —— ——— ———— —— ———— ——— ——— ———— —— ——— ———— —— ———— ——— ——— ———— —— ——— ———— ΓΑΛΛΙΚΗ ΣΥΝΕΡΓΑΣΙΑ ———— —— ——— ———— —— ——— ———— —— ———— ——— ——— ———— —— ——— ———— —— ———— ——— ——— ———— —— ——— ———— —— ———— ——— ——— ———— —— ——— ———— —— ———— ——— ——— ———— ΑΙΤΗΣΙΣ ΤΗΣ ΚΕΝΥΑ ———— —— ——— ———— —— ——— ———— —— ———— ——— ——— ———— —— ——— ———— —— ———— ——— ——— ———— —— ——— ———— —— ———— ——— ——— ———— —— ΤΡΑΥΜΑΤΙΣΜΟΙ ΙΣΡΑΗΛΙΝΩΝ ———— —— ——— ———— —— ——— ———— —— ———— ——— ——— ———— —— ——— ———— —— ———— ——— ——— ———— —— ——— ———— —— ———— ——— ——— ———— —— ——— ———— (650, 228, 1210, 535)
section-label: ΑΜΕΣΑ ΔΙΑΒΗΜΑΤΑ (686, 1854, 796, 1865)
headline: ΑΙ ΣΥΝΟΜΙΛΙΑΙ ΤΟΥ ΦΕ-Υ-ΖΑΛ ΜΕ ΤΟΝ ΣΟΥΝΑΪ ΠΕΡΙΕΣΤΡΑΦΗΣΑΝ ΕΙΣ ΤΟ ΚΥΠΡΙΑΚΟΝ ΚΑΙ ΕΙΣ ΤΗΝ ΚΡΙΣΙΝ ΕΙΣ ΜΕΣΗΝ ΑΝΑΤΟΛΗΝ (1220, 1337, 1572, 1386)
article-pipinelis (468, 1244, 641, 1313)
dateline: ΡΩΜΗ, 23. (Απ. Πρακτ.).— (83, 1355, 247, 1366)
article-text: Ρεπουμπλικανοί ηγέται αντιδρούν ισχυρώς εις την πρότασιν περί καταργήσεως του χρυσού καλύμματος του δολλαρίου. (1220, 676, 1391, 722)
article-mauritius (1220, 308, 1572, 599)
article-patras-university (468, 1473, 641, 1531)
headline: ΒΟΤΑΝΟΝ ΦΥΟΜΕΝΟΝ ΕΙΣ ΤΗΝ ΒΡΑΖΙΛΙΑΝ ΑΝΟΙΓΕΙ ΕΥΡΥΤΑΤΟΥΣ ΟΡΙΖΟΝΤΑΣ ΕΙΣ ΤΑΣ ΕΡΕΥΝΑΣ ΕΝΑΝΤΙΟΝ ΤΟΥ ΚΑΡΚΙΝΟΥ (91, 504, 447, 554)
section-label: ΔΙΑΒΗΜΑ ΕΙΣ ΤΟΝ ΟΗΕ (1055, 1772, 1185, 1784)
dateline: ΑΘΗΝΑΙ, 23.— (83, 364, 165, 376)
article-text: Τα ζώα επικοινωνούν μέσω ειδικών χημικών ουσιών. (468, 1103, 641, 1126)
headline: Οἱ σοσιαλδημοκρατικοὶ ὑπέστησαν ἧτταν εἰς τὰς δανικὰς ἐκλογάς (1236, 49, 1556, 135)
section-label: ΑΠΕΛΕΥΘΕΡΩΣΙΣ ΑΙΧΜΑΛΩΤΩΝ (1035, 1122, 1207, 1134)
article-text: Βότανον φυόμενον εις την Βραζιλίαν ανοίγει ευρυτάτους ορίζοντας εις τας ερεύνας εναντίον του καρκίνου, κατά τας ανακοινώσεις των επιστημόνων. (83, 569, 264, 627)
section-label: Ο ΒΕΡΝΤΕΤ ΕΙΣ ΛΟΝΔΙΝΟΝ (479, 260, 629, 272)
headline: ΑΙ ΣΧΕΣΕΙΣ ΕΜΠΟΡΙΟΥ ΚΑΙ ΠΝΕΥΜΑΤΟΣ (475, 1175, 634, 1204)
